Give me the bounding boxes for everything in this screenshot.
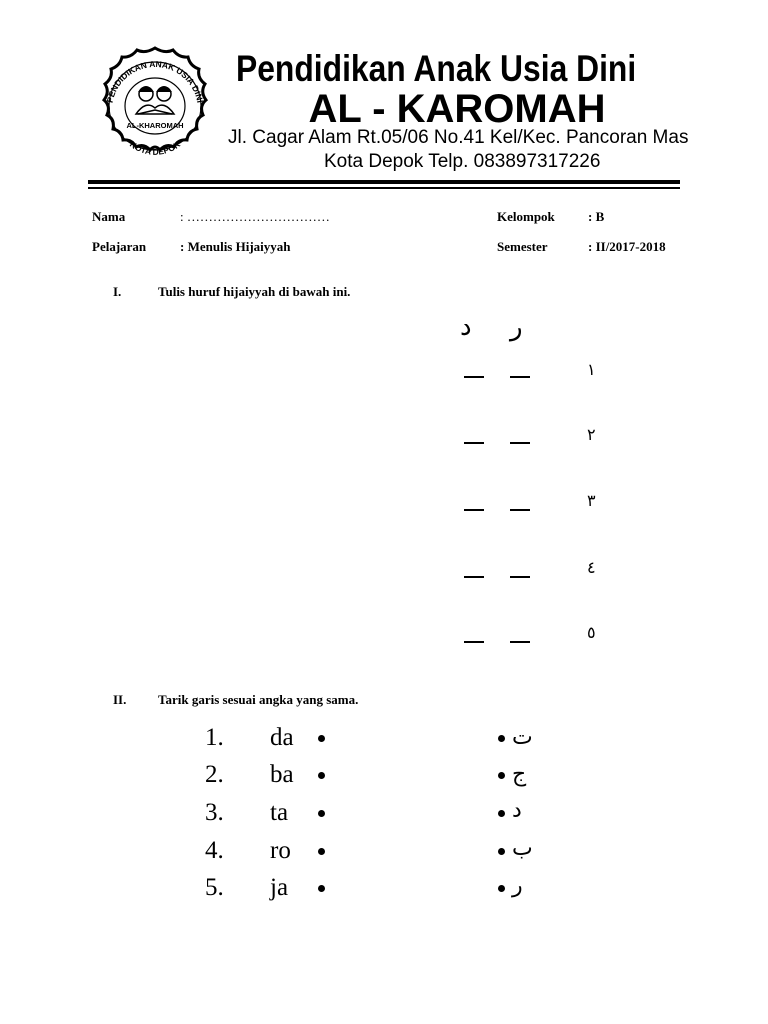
svg-text:PENDIDIKAN ANAK USIA DINI [105, 59, 206, 104]
address-line-1: Jl. Cagar Alam Rt.05/06 No.41 Kel/Kec. Pancoran Mas [228, 127, 689, 148]
match-right-dot[interactable] [498, 772, 505, 779]
school-logo [90, 44, 220, 174]
write-blank[interactable] [510, 442, 530, 444]
children-icon [136, 86, 174, 114]
school-logo-svg [90, 44, 220, 174]
letterhead-rule-thin [88, 187, 680, 189]
kelompok-label: Kelompok [497, 209, 555, 224]
match-right-dot[interactable] [498, 885, 505, 892]
header-letter-dal: د [460, 312, 472, 342]
match-word: ta [270, 799, 289, 826]
match-letter: ت [512, 725, 533, 750]
match-number: 3. [205, 799, 224, 826]
match-left-dot[interactable] [318, 848, 325, 855]
letterhead-title: Pendidikan Anak Usia Dini [236, 48, 637, 89]
match-letter: ج [512, 762, 527, 787]
logo-ring-text-bottom: KOTA DEPOK [127, 138, 183, 157]
match-right-dot[interactable] [498, 810, 505, 817]
match-right-dot[interactable] [498, 848, 505, 855]
match-word: ro [270, 837, 291, 864]
header-letter-ra: ر [510, 312, 523, 342]
write-blank[interactable] [464, 509, 484, 511]
svg-text:KOTA DEPOK [128, 138, 183, 156]
match-number: 1. [205, 724, 224, 751]
section-1-numeral: I. [113, 284, 122, 299]
kelompok-value: : B [588, 209, 605, 224]
write-blank[interactable] [510, 641, 530, 643]
section-2-numeral: II. [113, 692, 127, 707]
match-number: 4. [205, 837, 224, 864]
row-number: ٣ [587, 491, 596, 510]
match-left-dot[interactable] [318, 810, 325, 817]
match-left-dot[interactable] [318, 885, 325, 892]
match-letter: ب [512, 836, 533, 861]
match-number: 5. [205, 874, 224, 901]
pelajaran-value: : Menulis Hijaiyyah [180, 239, 291, 254]
write-blank[interactable] [510, 376, 530, 378]
match-letter: ر [512, 873, 523, 898]
match-word: da [270, 724, 294, 751]
write-blank[interactable] [464, 641, 484, 643]
logo-inner-text: AL-KHAROMAH [126, 121, 184, 130]
nama-blank[interactable]: : …………………………… [180, 209, 330, 224]
section-2-instruction: Tarik garis sesuai angka yang sama. [158, 692, 359, 707]
match-letter: د [512, 798, 522, 823]
match-right-dot[interactable] [498, 735, 505, 742]
write-blank[interactable] [510, 576, 530, 578]
logo-ring-text-top: PENDIDIKAN ANAK USIA DINI [104, 58, 206, 104]
row-number: ٤ [587, 558, 596, 577]
match-left-dot[interactable] [318, 772, 325, 779]
pelajaran-label: Pelajaran [92, 239, 147, 254]
write-blank[interactable] [464, 376, 484, 378]
write-blank[interactable] [464, 576, 484, 578]
nama-label: Nama [92, 209, 126, 224]
school-name: AL - KAROMAH [308, 87, 606, 131]
letterhead-rule-thick [88, 180, 680, 184]
row-number: ١ [587, 360, 596, 379]
match-number: 2. [205, 761, 224, 788]
section-1-instruction: Tulis huruf hijaiyyah di bawah ini. [158, 284, 351, 299]
write-blank[interactable] [510, 509, 530, 511]
write-blank[interactable] [464, 442, 484, 444]
row-number: ٢ [587, 425, 596, 444]
nama-value[interactable] [180, 209, 330, 225]
match-left-dot[interactable] [318, 735, 325, 742]
address-line-2: Kota Depok Telp. 083897317226 [324, 151, 601, 172]
row-number: ٥ [587, 623, 596, 642]
match-word: ba [270, 761, 294, 788]
semester-label: Semester [497, 239, 548, 254]
match-word: ja [270, 874, 289, 901]
semester-value: : II/2017-2018 [588, 239, 666, 254]
